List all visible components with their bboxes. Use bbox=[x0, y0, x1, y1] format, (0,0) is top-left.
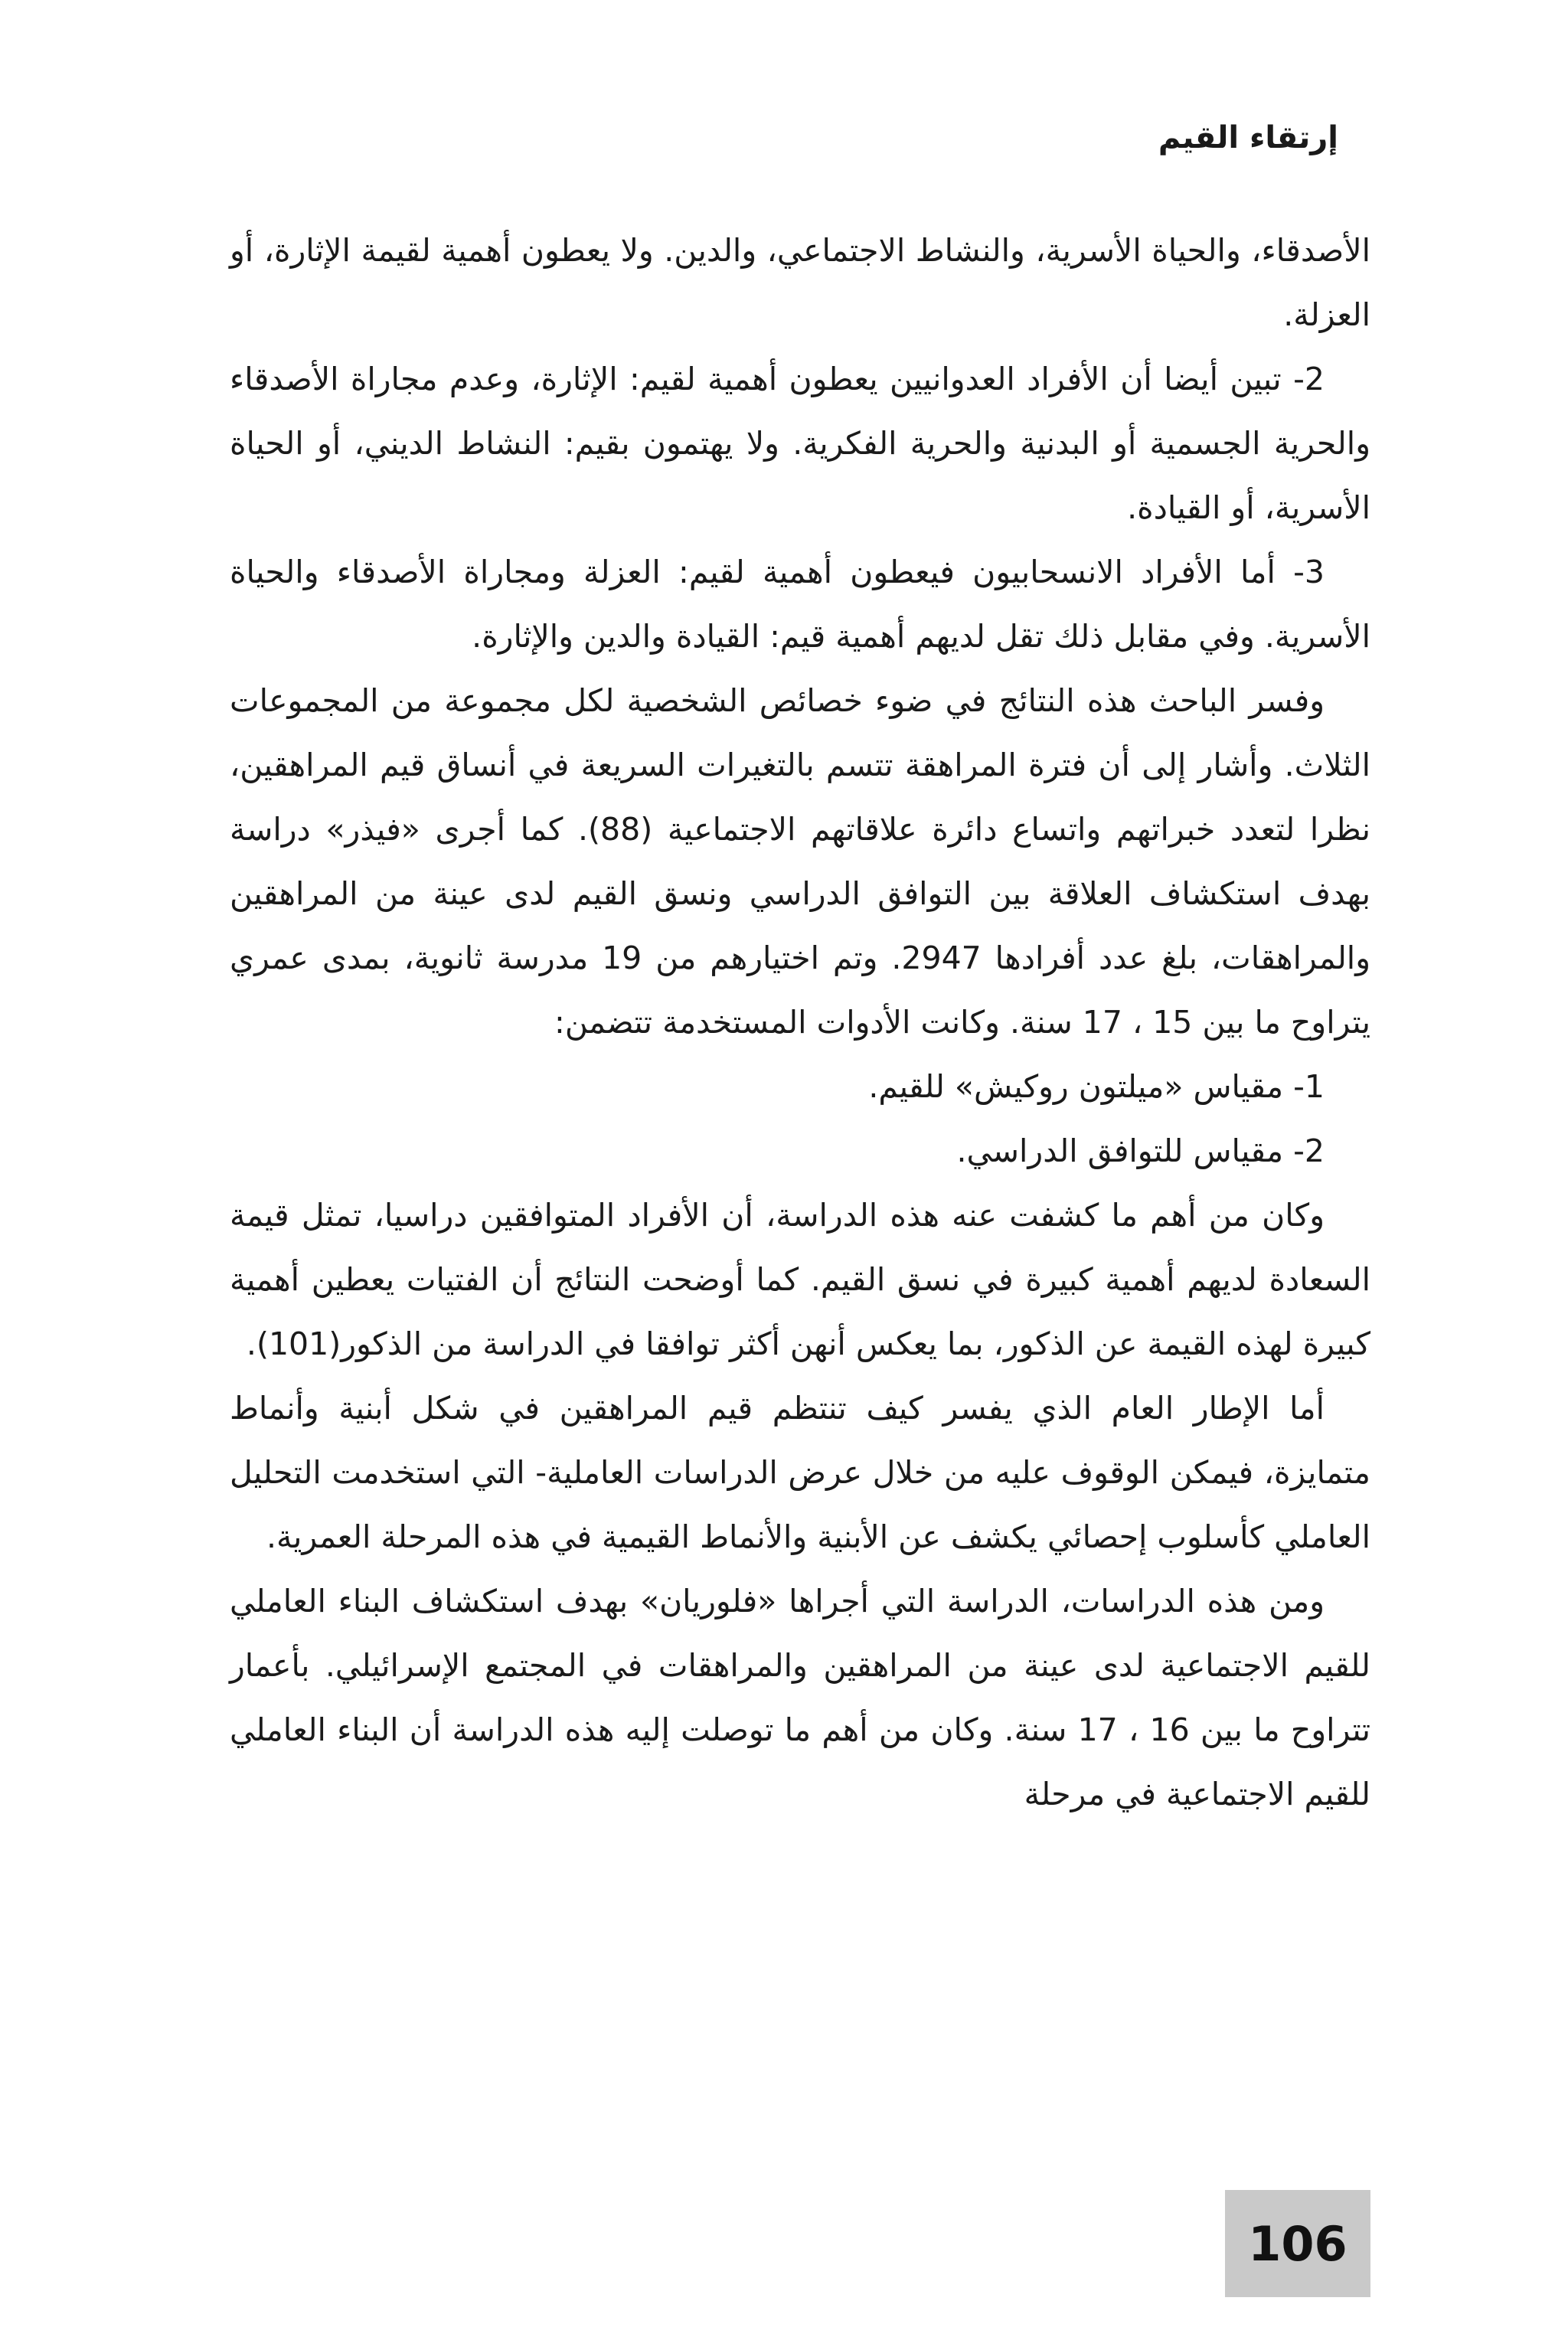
list-item-1: 1- مقياس «ميلتون روكيش» للقيم. bbox=[868, 1068, 1325, 1105]
paragraph-florian-study: ومن هذه الدراسات، الدراسة التي أجراها «فلوريان» بهدف استكشاف البناء العاملي للقيم الاجتماعية لدى عينة من المراهقين والمراهقات في المجتمع الإسرائيلي. بأعمار تتراوح ما بين 16 ، 17 سنة. وكان من أهم ما توصلت إليه هذه الدراسة أن البناء العاملي للقيم الاجتماعية في مرحلة bbox=[230, 1583, 1370, 1812]
running-header-title: إرتقاء القيم bbox=[1158, 120, 1338, 155]
paragraph-continuation: الأصدقاء، والحياة الأسرية، والنشاط الاجتماعي، والدين. ولا يعطون أهمية لقيمة الإثارة، أو العزلة. bbox=[230, 232, 1370, 333]
paragraph-study-findings: وكان من أهم ما كشفت عنه هذه الدراسة، أن الأفراد المتوافقين دراسيا، تمثل قيمة السعادة لديهم أهمية كبيرة في نسق القيم. كما أوضحت النتائج أن الفتيات يعطين أهمية كبيرة لهذه القيمة عن الذكور، بما يعكس أنهن أكثر توافقا في الدراسة من الذكور(101). bbox=[230, 1197, 1370, 1362]
paragraph-framework: أما الإطار العام الذي يفسر كيف تنتظم قيم المراهقين في شكل أبنية وأنماط متمايزة، فيمكن الوقوف عليه من خلال عرض الدراسات العاملية- التي استخدمت التحليل العاملي كأسلوب إحصائي يكشف عن الأبنية والأنماط القيمية في هذه المرحلة العمرية. bbox=[230, 1390, 1370, 1555]
page-number: 106 bbox=[1248, 2215, 1348, 2272]
paragraph-item-3: 3- أما الأفراد الانسحابيون فيعطون أهمية لقيم: العزلة ومجاراة الأصدقاء والحياة الأسرية. وفي مقابل ذلك تقل لديهم أهمية قيم: القيادة والدين والإثارة. bbox=[230, 554, 1370, 655]
paragraph-item-2: 2- تبين أيضا أن الأفراد العدوانيين يعطون أهمية لقيم: الإثارة، وعدم مجاراة الأصدقاء والحرية الجسمية أو البدنية والحرية الفكرية. ولا يهتمون بقيم: النشاط الديني، أو الحياة الأسرية، أو القيادة. bbox=[230, 361, 1370, 526]
body-text bbox=[230, 218, 1370, 1826]
page-number-box bbox=[1225, 2190, 1370, 2297]
list-item-2: 2- مقياس للتوافق الدراسي. bbox=[956, 1133, 1325, 1169]
paragraph-feather-study: وفسر الباحث هذه النتائج في ضوء خصائص الشخصية لكل مجموعة من المجموعات الثلاث. وأشار إلى أن فترة المراهقة تتسم بالتغيرات السريعة في أنساق قيم المراهقين، نظرا لتعدد خبراتهم واتساع دائرة علاقاتهم الاجتماعية (88). كما أجرى «فيذر» دراسة بهدف استكشاف العلاقة بين التوافق الدراسي ونسق القيم لدى عينة من المراهقين والمراهقات، بلغ عدد أفرادها 2947. وتم اختيارهم من 19 مدرسة ثانوية، بمدى عمري يتراوح ما بين 15 ، 17 سنة. وكانت الأدوات المستخدمة تتضمن: bbox=[230, 682, 1371, 1041]
